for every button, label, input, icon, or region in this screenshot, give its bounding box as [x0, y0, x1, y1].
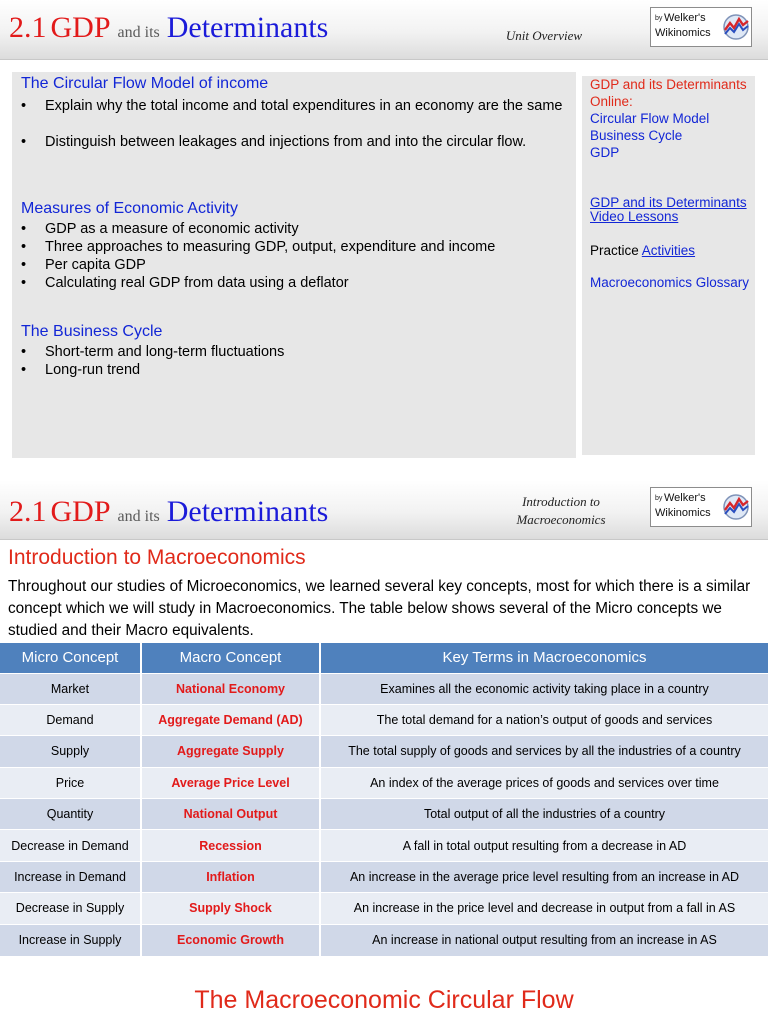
column-header-micro: Micro Concept	[0, 643, 141, 673]
resources-panel	[582, 76, 755, 455]
wikinomics-globe-icon	[722, 492, 750, 523]
table-row	[0, 736, 768, 767]
table-row	[0, 893, 768, 924]
table-row	[0, 861, 768, 892]
link-circular-flow-model[interactable]: Circular Flow Model	[590, 111, 710, 126]
slide2-header	[0, 480, 768, 540]
key-term-cell: A fall in total output resulting from a decrease in AD	[320, 830, 768, 861]
key-term-cell: An increase in the price level and decrease in output from a fall in AS	[320, 893, 768, 924]
micro-cell: Decrease in Supply	[0, 893, 141, 924]
bullet-item: • Short-term and long-term fluctuations	[21, 344, 285, 360]
bullet-item: • Per capita GDP	[21, 257, 146, 273]
key-term-cell: An increase in national output resulting from an increase in AS	[320, 924, 768, 955]
table-row	[0, 799, 768, 830]
micro-cell: Increase in Demand	[0, 861, 141, 892]
key-term-cell: An increase in the average price level resulting from an increase in AD	[320, 861, 768, 892]
wikinomics-logo[interactable]: by Welker's Wikinomics	[650, 487, 752, 527]
micro-cell: Demand	[0, 704, 141, 735]
bullet-item: • GDP as a measure of economic activity	[21, 221, 299, 237]
slide1-subtitle: Unit Overview	[505, 28, 583, 43]
section-heading-measures: Measures of Economic Activity	[21, 200, 238, 217]
link-business-cycle[interactable]: Business Cycle	[590, 128, 683, 143]
slide1-header	[0, 0, 768, 60]
micro-cell: Market	[0, 673, 141, 704]
column-header-key-terms: Key Terms in Macroeconomics	[320, 643, 768, 673]
table-row	[0, 924, 768, 955]
macro-cell: Recession	[141, 830, 320, 861]
bullet-item: • Distinguish between leakages and injections from and into the circular flow.	[21, 134, 527, 150]
macro-cell: Aggregate Demand (AD)	[141, 704, 320, 735]
macro-cell: National Economy	[141, 673, 320, 704]
table-row	[0, 704, 768, 735]
wikinomics-logo[interactable]: by Welker's Wikinomics	[650, 7, 752, 47]
bullet-item: • Three approaches to measuring GDP, output, expenditure and income	[21, 239, 496, 255]
wikinomics-globe-icon	[722, 12, 750, 43]
macro-cell: Average Price Level	[141, 767, 320, 798]
unit-overview-panel	[12, 72, 576, 458]
macro-cell: Aggregate Supply	[141, 736, 320, 767]
macro-cell: Economic Growth	[141, 924, 320, 955]
link-activities[interactable]: Activities	[641, 243, 696, 258]
intro-heading: Introduction to Macroeconomics	[8, 546, 306, 569]
key-term-cell: An index of the average prices of goods and services over time	[320, 767, 768, 798]
intro-paragraph: Throughout our studies of Microeconomics, we learned several key concepts, most for which there is a similar concept which we will study in Macroeconomics. The table below shows several of the Micro concepts we studied and their Macro equivalents.	[8, 578, 751, 639]
column-header-macro: Macro Concept	[141, 643, 320, 673]
micro-cell: Supply	[0, 736, 141, 767]
link-glossary[interactable]: Macroeconomics Glossary	[590, 275, 750, 290]
table-header-row	[0, 643, 768, 673]
key-term-cell: The total supply of goods and services by all the industries of a country	[320, 736, 768, 767]
micro-cell: Increase in Supply	[0, 924, 141, 955]
key-term-cell: Examines all the economic activity taking place in a country	[320, 673, 768, 704]
section-heading-business-cycle: The Business Cycle	[21, 323, 163, 340]
table-row	[0, 830, 768, 861]
micro-macro-table	[0, 643, 768, 956]
micro-cell: Quantity	[0, 799, 141, 830]
bullet-item: • Long-run trend	[21, 362, 141, 378]
slide2-subtitle: Introduction to Macroeconomics	[516, 494, 606, 527]
link-video-lessons[interactable]: GDP and its Determinants Video Lessons	[590, 195, 747, 224]
online-resources-heading: GDP and its Determinants Online:	[590, 77, 747, 109]
bullet-item: • Explain why the total income and total expenditures in an economy are the same	[21, 98, 563, 114]
macro-cell: National Output	[141, 799, 320, 830]
bullet-item: • Calculating real GDP from data using a deflator	[21, 275, 349, 291]
table-row	[0, 673, 768, 704]
section-heading-circular-flow: The Circular Flow Model of income	[21, 75, 269, 92]
slide2-title: 2.1 GDP and its Determinants	[9, 495, 329, 528]
key-term-cell: Total output of all the industries of a country	[320, 799, 768, 830]
key-term-cell: The total demand for a nation’s output of goods and services	[320, 704, 768, 735]
macro-cell: Supply Shock	[141, 893, 320, 924]
micro-cell: Price	[0, 767, 141, 798]
circular-flow-heading: The Macroeconomic Circular Flow	[194, 986, 574, 1014]
link-gdp[interactable]: GDP	[590, 145, 620, 160]
macro-cell: Inflation	[141, 861, 320, 892]
slide1-title: 2.1 GDP and its Determinants	[9, 11, 329, 44]
practice-activities: Practice Activities	[590, 243, 696, 258]
table-row	[0, 767, 768, 798]
micro-cell: Decrease in Demand	[0, 830, 141, 861]
